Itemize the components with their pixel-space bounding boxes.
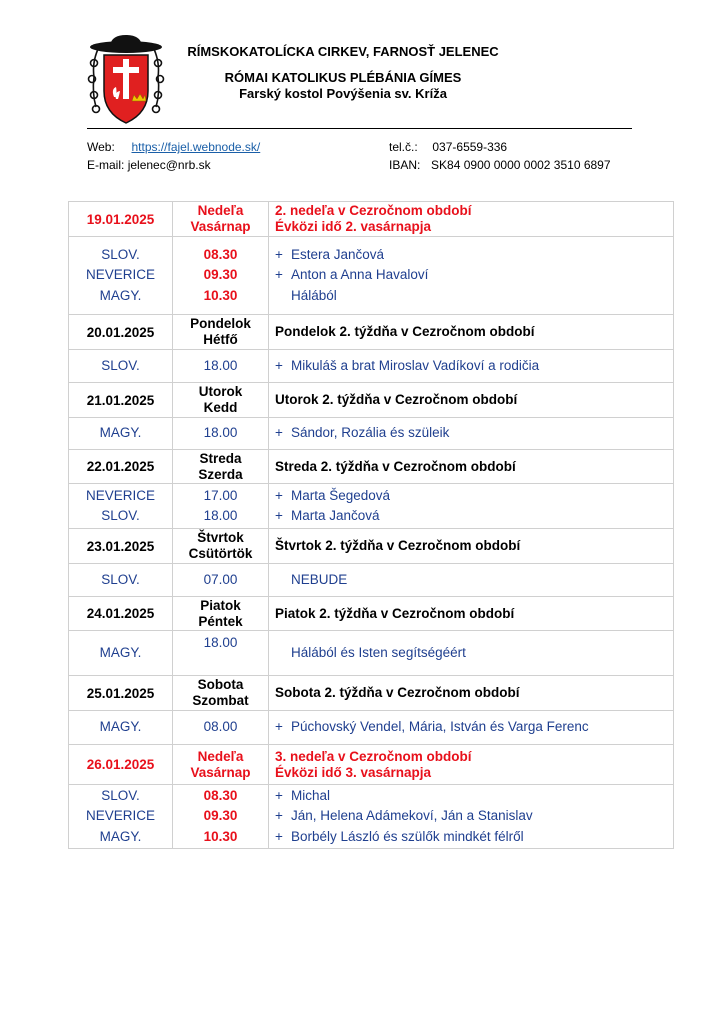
mass-time: 09.30 <box>203 267 238 283</box>
mass-intention: Michal <box>291 787 331 803</box>
liturgical-title: 2. nedeľa v Cezročnom období <box>275 203 472 218</box>
day-date: 21.01.2025 <box>69 383 173 418</box>
mass-time: 08.00 <box>203 719 238 735</box>
day-date: 25.01.2025 <box>69 676 173 711</box>
liturgical-title: 3. nedeľa v Cezročnom období <box>275 748 472 764</box>
mass-places <box>69 484 173 529</box>
tel-value: 037-6559-336 <box>432 140 508 154</box>
day-name-sk: Nedeľa <box>197 748 244 764</box>
mass-intention-line <box>275 245 673 266</box>
header-divider <box>87 128 632 129</box>
contact-tel <box>389 140 507 155</box>
mass-intentions <box>269 484 674 529</box>
mass-times <box>173 418 269 450</box>
tel-label: tel.č.: <box>389 140 418 154</box>
masses-row <box>69 484 674 529</box>
mass-time: 08.30 <box>203 246 238 262</box>
mass-intention: Púchovský Vendel, Mária, István és Varga Ferenc <box>291 719 589 735</box>
mass-places <box>69 564 173 597</box>
mass-time: 10.30 <box>203 828 238 844</box>
day-header-row <box>69 676 674 711</box>
day-name-hu: Szerda <box>198 466 243 482</box>
mass-place: SLOV. <box>101 571 140 587</box>
mass-intention-line <box>275 356 673 377</box>
day-date: 24.01.2025 <box>69 597 173 631</box>
mass-intentions <box>269 711 674 745</box>
deceased-mark: + <box>275 508 283 523</box>
mass-places <box>69 350 173 383</box>
mass-times <box>173 564 269 597</box>
mass-schedule-table <box>68 201 674 849</box>
mass-intention: NEBUDE <box>291 571 348 587</box>
mass-intention: Marta Jančová <box>291 508 380 523</box>
day-header-row <box>69 450 674 484</box>
mass-intentions <box>269 631 674 676</box>
deceased-mark: + <box>275 357 283 373</box>
day-header-row <box>69 529 674 564</box>
mass-times <box>173 484 269 529</box>
liturgical-day-cell <box>269 597 674 631</box>
iban-label: IBAN: <box>389 158 421 172</box>
mass-intentions <box>269 237 674 315</box>
mass-intention-line <box>275 786 673 807</box>
mass-intention-line <box>275 506 673 527</box>
day-date: 22.01.2025 <box>69 450 173 484</box>
deceased-mark: + <box>275 425 283 441</box>
mass-place: MAGY. <box>99 425 142 441</box>
mass-intentions <box>269 418 674 450</box>
mass-time: 07.00 <box>203 571 238 587</box>
liturgical-title-hu: Évközi idő 3. vasárnapja <box>275 764 432 780</box>
masses-row <box>69 418 674 450</box>
deceased-mark: + <box>275 828 283 844</box>
mass-intentions <box>269 785 674 849</box>
web-label: Web: <box>87 140 115 154</box>
mass-intention-line <box>275 265 673 286</box>
mass-places <box>69 631 173 676</box>
mass-time: 18.00 <box>203 508 238 523</box>
mass-place: NEVERICE <box>85 808 156 824</box>
liturgical-day-cell <box>269 745 674 785</box>
day-name-sk: Streda <box>199 450 242 466</box>
mass-place: MAGY. <box>99 644 142 660</box>
liturgical-day-cell <box>269 529 674 564</box>
contact-web <box>87 140 260 155</box>
day-header-row <box>69 597 674 631</box>
header-title-sk: RÍMSKOKATOLÍCKA CIRKEV, FARNOSŤ JELENEC <box>187 44 499 59</box>
liturgical-title: Pondelok 2. týždňa v Cezročnom období <box>275 324 535 339</box>
day-date: 20.01.2025 <box>69 315 173 350</box>
day-date: 26.01.2025 <box>69 745 173 785</box>
mass-intention: Anton a Anna Havaloví <box>291 267 429 283</box>
liturgical-day-cell <box>269 315 674 350</box>
mass-times <box>173 711 269 745</box>
mass-times <box>173 237 269 315</box>
liturgical-title: Utorok 2. týždňa v Cezročnom období <box>275 392 518 407</box>
day-name-sk: Utorok <box>198 384 243 399</box>
mass-intention-line <box>275 570 673 591</box>
masses-row <box>69 564 674 597</box>
web-link[interactable]: https://fajel.webnode.sk/ <box>131 140 261 154</box>
day-date: 23.01.2025 <box>69 529 173 564</box>
day-name-cell <box>173 383 269 418</box>
mass-time: 10.30 <box>203 287 238 303</box>
deceased-mark: + <box>275 787 283 803</box>
mass-place: SLOV. <box>101 357 140 373</box>
mass-place: SLOV. <box>101 508 140 523</box>
mass-intention: Estera Jančová <box>291 246 385 262</box>
mass-place: SLOV. <box>101 787 140 803</box>
masses-row <box>69 711 674 745</box>
contact-iban <box>389 158 611 173</box>
deceased-mark: + <box>275 487 283 503</box>
mass-time: 18.00 <box>203 357 238 373</box>
mass-times <box>173 631 269 676</box>
liturgical-title-hu: Évközi idő 2. vasárnapja <box>275 219 432 234</box>
mass-intentions <box>269 350 674 383</box>
contact-email <box>87 158 211 173</box>
mass-place: MAGY. <box>99 287 142 303</box>
mass-time: 18.00 <box>203 425 238 441</box>
deceased-mark: + <box>275 808 283 824</box>
mass-place: NEVERICE <box>85 487 156 503</box>
mass-place: NEVERICE <box>85 267 156 283</box>
day-name-sk: Sobota <box>197 677 244 692</box>
day-name-hu: Kedd <box>203 400 238 415</box>
mass-places <box>69 418 173 450</box>
day-name-sk: Nedeľa <box>197 203 244 218</box>
mass-intention: Hálából <box>291 287 337 303</box>
liturgical-title: Štvrtok 2. týždňa v Cezročnom období <box>275 538 521 553</box>
liturgical-day-cell <box>269 676 674 711</box>
day-name-sk: Štvrtok <box>197 530 244 545</box>
mass-intention-line <box>275 486 673 507</box>
liturgical-day-cell <box>269 202 674 237</box>
mass-place: SLOV. <box>101 246 140 262</box>
mass-intention-line <box>275 643 673 664</box>
mass-intention-line <box>275 717 673 738</box>
day-header-row <box>69 745 674 785</box>
mass-intention: Ján, Helena Adámekoví, Ján a Stanislav <box>291 808 533 824</box>
mass-intention-line <box>275 827 673 848</box>
mass-times <box>173 785 269 849</box>
day-header-row <box>69 202 674 237</box>
mass-time: 18.00 <box>203 635 238 650</box>
day-name-cell <box>173 315 269 350</box>
mass-intentions <box>269 564 674 597</box>
header-church: Farský kostol Povýšenia sv. Kríža <box>239 86 447 101</box>
liturgical-title: Sobota 2. týždňa v Cezročnom období <box>275 685 520 700</box>
mass-intention-line <box>275 806 673 827</box>
mass-times <box>173 350 269 383</box>
mass-intention: Mikuláš a brat Miroslav Vadíkoví a rodičia <box>291 357 540 373</box>
mass-intention: Marta Šegedová <box>291 487 391 503</box>
day-header-row <box>69 315 674 350</box>
email-label: E-mail: <box>87 158 125 172</box>
masses-row <box>69 237 674 315</box>
mass-places <box>69 711 173 745</box>
liturgical-title: Streda 2. týždňa v Cezročnom období <box>275 458 516 474</box>
mass-places <box>69 785 173 849</box>
deceased-mark: + <box>275 246 283 262</box>
masses-row <box>69 785 674 849</box>
day-header-row <box>69 383 674 418</box>
mass-intention: Sándor, Rozália és szüleik <box>291 425 450 441</box>
deceased-mark: + <box>275 267 283 283</box>
day-name-cell <box>173 676 269 711</box>
day-name-hu: Péntek <box>198 613 243 629</box>
mass-intention-line <box>275 286 673 307</box>
iban-value: SK84 0900 0000 0002 3510 6897 <box>431 158 611 172</box>
day-name-cell <box>173 450 269 484</box>
mass-time: 09.30 <box>203 808 238 824</box>
day-name-sk: Piatok <box>200 597 241 613</box>
day-date: 19.01.2025 <box>69 202 173 237</box>
day-name-cell <box>173 529 269 564</box>
day-name-cell <box>173 745 269 785</box>
mass-place: MAGY. <box>99 828 142 844</box>
mass-place: MAGY. <box>99 719 142 735</box>
masses-row <box>69 631 674 676</box>
email-value: jelenec@nrb.sk <box>127 158 211 172</box>
day-name-cell <box>173 202 269 237</box>
day-name-hu: Vasárnap <box>190 764 251 780</box>
day-name-cell <box>173 597 269 631</box>
parish-coat-of-arms <box>86 33 166 125</box>
day-name-sk: Pondelok <box>190 316 251 331</box>
mass-intention-line <box>275 423 673 444</box>
day-name-hu: Hétfő <box>203 332 238 347</box>
day-name-hu: Vasárnap <box>190 219 251 234</box>
liturgical-day-cell <box>269 383 674 418</box>
deceased-mark: + <box>275 719 283 735</box>
mass-time: 08.30 <box>203 787 238 803</box>
header-title-hu: RÓMAI KATOLIKUS PLÉBÁNIA GÍMES <box>224 70 462 85</box>
mass-intention: Hálából és Isten segítségéért <box>291 644 466 660</box>
masses-row <box>69 350 674 383</box>
mass-intention: Borbély László és szülők mindkét félről <box>291 828 524 844</box>
day-name-hu: Csütörtök <box>188 546 253 561</box>
mass-time: 17.00 <box>203 487 238 503</box>
day-name-hu: Szombat <box>192 693 249 708</box>
liturgical-title: Piatok 2. týždňa v Cezročnom období <box>275 605 515 621</box>
liturgical-day-cell <box>269 450 674 484</box>
mass-places <box>69 237 173 315</box>
